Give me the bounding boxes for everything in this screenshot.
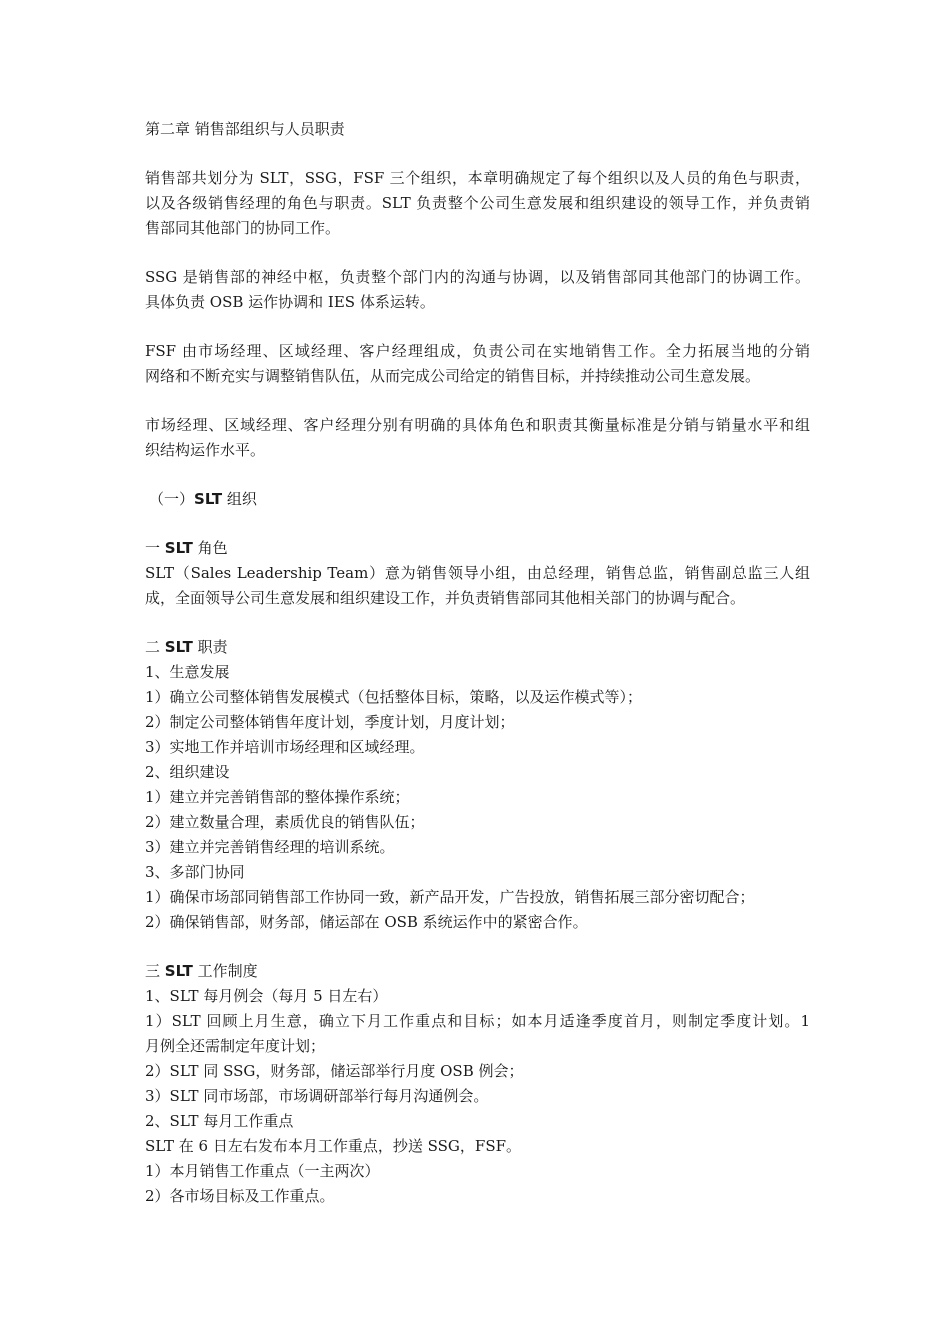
subsection-heading-work-system: 三 SLT 工作制度 <box>145 962 258 980</box>
list-item: 2、组织建设 <box>145 763 230 781</box>
paragraph-fsf <box>145 339 810 389</box>
list-item: 3）建立并完善销售经理的培训系统。 <box>145 838 395 856</box>
list-item: 1）本月销售工作重点（一主两次） <box>145 1162 380 1180</box>
list-item: 1）确立公司整体销售发展模式（包括整体目标，策略，以及运作模式等）； <box>145 688 643 706</box>
paragraph-ssg <box>145 265 810 315</box>
list-item: SLT 在 6 日左右发布本月工作重点，抄送 SSG，FSF。 <box>145 1137 521 1155</box>
subsection-heading-duties: 二 SLT 职责 <box>145 638 228 656</box>
list-item: 1）SLT 回顾上月生意，确立下月工作重点和目标；如本月适逢季度首月，则制定季度计划。1 <box>145 1012 810 1030</box>
paragraph-line: 市场经理、区域经理、客户经理分别有明确的具体角色和职责其衡量标准是分销与销量水平和组 <box>145 416 810 434</box>
paragraph-line: 网络和不断充实与调整销售队伍，从而完成公司给定的销售目标，并持续推动公司生意发展。 <box>145 367 761 385</box>
paragraph-line: SSG 是销售部的神经中枢，负责整个部门内的沟通与协调，以及销售部同其他部门的协调工作。 <box>145 268 810 286</box>
list-item: 2）各市场目标及工作重点。 <box>145 1187 335 1205</box>
list-item: 3）实地工作并培训市场经理和区域经理。 <box>145 738 425 756</box>
list-item: 2）SLT 同 SSG，财务部，储运部举行月度 OSB 例会； <box>145 1062 524 1080</box>
list-item: 2）确保销售部，财务部，储运部在 OSB 系统运作中的紧密合作。 <box>145 913 588 931</box>
list-item: 1）确保市场部同销售部工作协同一致，新产品开发，广告投放，销售拓展三部分密切配合； <box>145 888 755 906</box>
paragraph-line: 销售部共划分为 SLT，SSG，FSF 三个组织，本章明确规定了每个组织以及人员的角色与职责， <box>145 169 810 187</box>
paragraph-line: 织结构运作水平。 <box>145 441 266 459</box>
list-item: 3）SLT 同市场部，市场调研部举行每月沟通例会。 <box>145 1087 489 1105</box>
paragraph-managers <box>145 413 810 463</box>
section-heading-slt-org: （一）SLT 组织 <box>149 490 257 508</box>
list-item: 月例全还需制定年度计划； <box>145 1037 326 1055</box>
paragraph-line: 成，全面领导公司生意发展和组织建设工作，并负责销售部同其他相关部门的协调与配合。 <box>145 589 746 607</box>
paragraph-line: 售部同其他部门的协同工作。 <box>145 219 341 237</box>
document-body <box>145 117 810 1209</box>
list-item: 1、生意发展 <box>145 663 230 681</box>
list-item: 3、多部门协同 <box>145 863 245 881</box>
chapter-title: 第二章 销售部组织与人员职责 <box>145 120 345 138</box>
list-item: 2、SLT 每月工作重点 <box>145 1112 294 1130</box>
paragraph-line: 具体负责 OSB 运作协调和 IES 体系运转。 <box>145 293 435 311</box>
paragraph-line: SLT（Sales Leadership Team）意为销售领导小组，由总经理，销售总监，销售副总监三人组 <box>145 564 810 582</box>
list-item: 1）建立并完善销售部的整体操作系统； <box>145 788 410 806</box>
paragraph-line: FSF 由市场经理、区域经理、客户经理组成，负责公司在实地销售工作。全力拓展当地的分销 <box>145 342 810 360</box>
paragraph-line: 以及各级销售经理的角色与职责。SLT 负责整个公司生意发展和组织建设的领导工作，并负责销 <box>145 194 810 212</box>
list-item: 2）建立数量合理，素质优良的销售队伍； <box>145 813 425 831</box>
paragraph-intro <box>145 166 810 241</box>
subsection-heading-role: 一 SLT 角色 <box>145 539 228 557</box>
list-item: 1、SLT 每月例会（每月 5 日左右） <box>145 987 388 1005</box>
list-item: 2）制定公司整体销售年度计划，季度计划，月度计划； <box>145 713 515 731</box>
